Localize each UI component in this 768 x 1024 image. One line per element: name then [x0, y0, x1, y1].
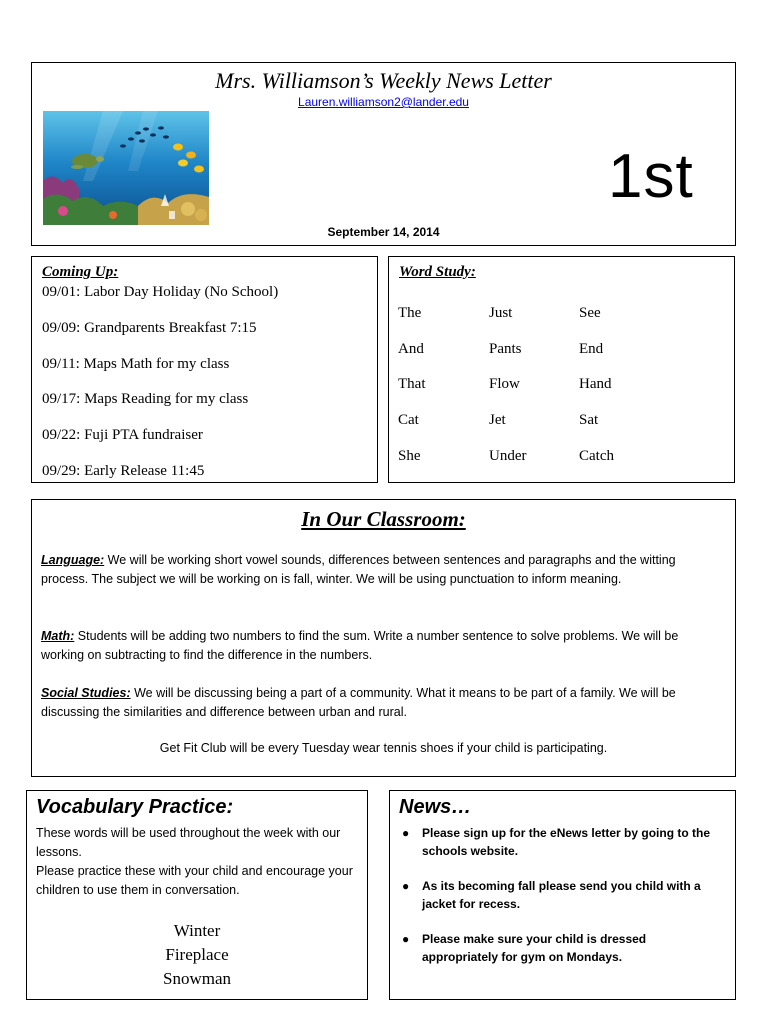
word-study-word: Hand [579, 376, 612, 392]
vocabulary-intro: These words will be used throughout the week with our lessons. [36, 826, 341, 859]
word-study-word: She [398, 448, 421, 464]
newsletter-title: Mrs. Williamson’s Weekly News Letter [215, 68, 552, 93]
word-study-word: End [579, 341, 604, 357]
math-paragraph [41, 627, 723, 665]
news-item [402, 877, 721, 913]
word-study-title: Word Study: [399, 264, 476, 280]
news-title: News… [399, 796, 472, 818]
word-study-word: Pants [489, 341, 522, 357]
bullet-icon: ● [402, 879, 410, 893]
word-study-word: The [398, 305, 422, 321]
vocabulary-word: Snowman [163, 969, 231, 988]
social-studies-paragraph [41, 684, 723, 722]
word-study-word: Flow [489, 376, 520, 392]
social-studies-label: Social Studies: [41, 686, 131, 700]
event-item: 09/22: Fuji PTA fundraiser [42, 427, 203, 443]
event-item: 09/01: Labor Day Holiday (No School) [42, 284, 279, 300]
social-studies-text: We will be discussing being a part of a community. What it means to be part of a family. We will be discussing the similarities and difference between urban and rural. [41, 686, 676, 719]
teacher-email-link[interactable]: Lauren.williamson2@lander.edu [298, 95, 469, 109]
math-label: Math: [41, 629, 75, 643]
fit-club-note: Get Fit Club will be every Tuesday wear tennis shoes if your child is participating. [159, 741, 608, 755]
language-text: We will be working short vowel sounds, differences between sentences and paragraphs and the witting process. The subject we will be working on is fall, winter. We will be using punctuation to inform meaning. [41, 553, 676, 586]
coming-up-box [31, 256, 378, 483]
vocabulary-box [26, 790, 368, 1000]
word-study-word: Sat [579, 412, 599, 428]
word-study-word: And [398, 341, 424, 357]
classroom-title: In Our Classroom: [301, 507, 466, 531]
news-item [402, 824, 721, 860]
word-study-word: See [579, 305, 601, 321]
event-item: 09/17: Maps Reading for my class [42, 391, 249, 407]
underwater-reef-clipart [43, 111, 209, 225]
classroom-box [31, 499, 736, 777]
vocabulary-word: Winter [173, 921, 221, 940]
grade-label: 1st [608, 142, 694, 211]
bullet-icon: ● [402, 932, 410, 946]
vocabulary-instructions: Please practice these with your child and encourage your children to use them in conversation. [36, 864, 353, 897]
bullet-icon: ● [402, 826, 410, 840]
vocabulary-title: Vocabulary Practice: [36, 796, 234, 818]
event-item: 09/11: Maps Math for my class [42, 356, 230, 372]
newsletter-header [31, 62, 736, 246]
newsletter-date: September 14, 2014 [327, 225, 440, 239]
word-study-word: Under [489, 448, 527, 464]
news-box [389, 790, 736, 1000]
word-study-word: Cat [398, 412, 419, 428]
coming-up-title: Coming Up: [42, 264, 119, 280]
word-study-word: Catch [579, 448, 614, 464]
math-text: Students will be adding two numbers to find the sum. Write a number sentence to solve problems. We will be working on subtracting to find the difference in the numbers. [41, 629, 679, 662]
event-item: 09/09: Grandparents Breakfast 7:15 [42, 320, 257, 336]
word-study-word: Jet [489, 412, 506, 428]
vocabulary-word: Fireplace [165, 945, 229, 964]
news-item-text: Please sign up for the eNews letter by going to the schools website. [422, 826, 711, 858]
event-item: 09/29: Early Release 11:45 [42, 463, 205, 479]
word-study-word: Just [489, 305, 513, 321]
word-study-box [388, 256, 735, 483]
language-paragraph [41, 551, 723, 589]
news-item-text: As its becoming fall please send you child with a jacket for recess. [422, 879, 701, 911]
language-label: Language: [41, 553, 105, 567]
word-study-word: That [398, 376, 426, 392]
news-item-text: Please make sure your child is dressed appropriately for gym on Mondays. [422, 932, 647, 964]
news-item [402, 930, 721, 966]
